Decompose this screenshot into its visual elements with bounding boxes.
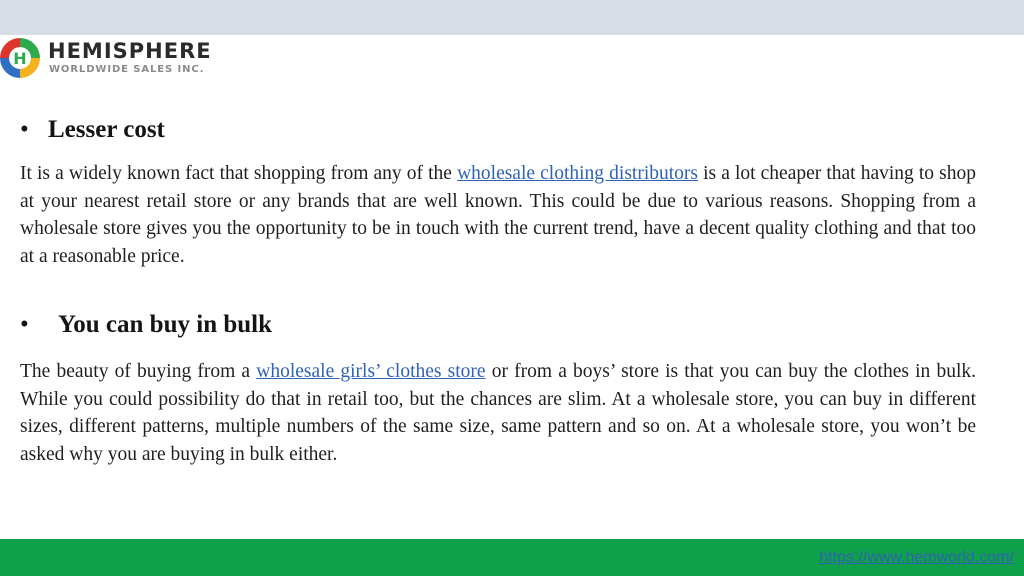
section-heading-buy-in-bulk (20, 310, 272, 340)
top-bar (0, 0, 1024, 35)
paragraph-text-end: or from a boys’ store is that you can buy the clothes in bulk. While you could possibility do that in retail too, but the chances are slim. At a wholesale store, you can buy in different sizes, different patterns, multiple numbers of the same size, same pattern and so on. At a wholesale store, you won’t be asked why you are buying in bulk either. (20, 361, 977, 465)
paragraph-buy-in-bulk (20, 358, 976, 468)
heading-text: Lesser cost (48, 116, 165, 143)
website-url-link[interactable]: https://www.hemworld.com/ (819, 549, 1014, 566)
section-heading-lesser-cost (20, 115, 165, 145)
wholesale-clothing-distributors-link[interactable]: wholesale clothing distributors (457, 163, 698, 184)
logo-title: HEMISPHERE (48, 39, 212, 63)
hemisphere-logo-icon (0, 38, 40, 78)
company-logo (0, 38, 230, 78)
wholesale-girls-clothes-store-link[interactable]: wholesale girls’ clothes store (256, 361, 486, 382)
logo-letter: H (13, 49, 27, 68)
bullet-icon: • (20, 116, 29, 143)
paragraph-lesser-cost (20, 160, 976, 270)
heading-text: You can buy in bulk (58, 311, 273, 338)
logo-subtitle: WORLDWIDE SALES INC. (49, 64, 205, 75)
paragraph-text-start: It is a widely known fact that shopping from any of the (20, 163, 458, 184)
footer-bar (0, 539, 1024, 576)
paragraph-text-start: The beauty of buying from a (20, 361, 257, 382)
paragraph-text-end: is a lot cheaper that having to shop at your nearest retail store or any brands that are well known. This could be due to various reasons. Shopping from a wholesale store gives you the opportunity to be in touch with the current trend, have a decent quality clothing and that too at a reasonable price. (20, 163, 976, 267)
bullet-icon: • (20, 311, 29, 338)
